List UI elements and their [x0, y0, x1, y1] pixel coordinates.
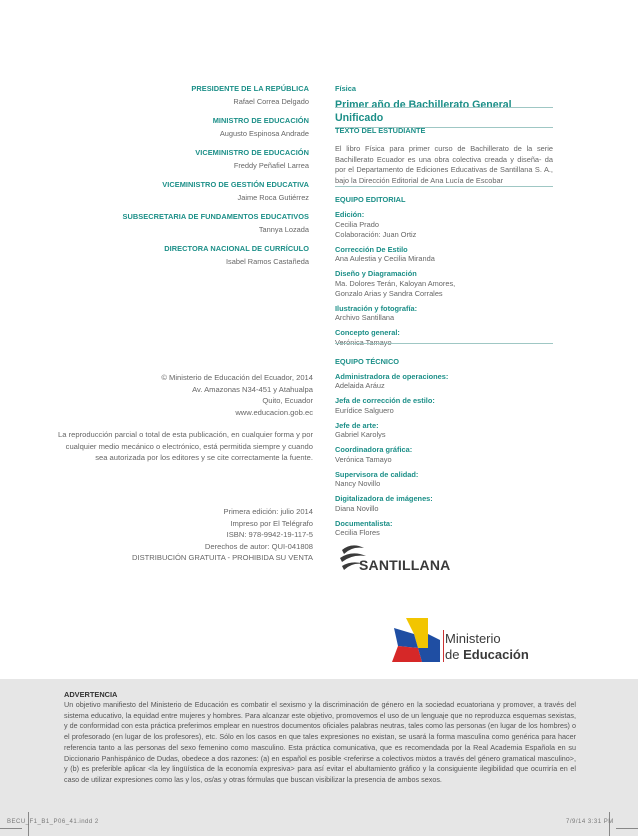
publisher-website: www.educacion.gob.ec — [235, 407, 313, 417]
credit-role: SUBSECRETARIA DE FUNDAMENTOS EDUCATIVOS — [122, 212, 309, 221]
logo-divider — [443, 630, 444, 662]
item-value: Ma. Dolores Terán, Kaloyan Amores, — [335, 278, 456, 288]
divider — [335, 127, 553, 128]
technical-item — [335, 519, 553, 539]
ministerio-wordmark-line1: Ministerio — [445, 631, 501, 646]
item-label: Documentalista: — [335, 518, 393, 528]
divider — [335, 107, 553, 108]
edition-line: Derechos de autor: QUI-041808 — [204, 541, 313, 551]
item-label: Ilustración y fotografía: — [335, 303, 418, 313]
warning-title: ADVERTENCIA — [64, 690, 118, 699]
edition-line: Impreso por El Telégrafo — [230, 518, 313, 528]
item-value: Verónica Tamayo — [335, 337, 392, 347]
item-value: Colaboración: Juan Ortiz — [335, 229, 417, 239]
edition-info — [13, 506, 313, 564]
rights-notice — [36, 429, 313, 464]
editorial-item — [335, 328, 553, 348]
date-slug: 7/9/14 3:31 PM — [566, 819, 614, 825]
editorial-heading: EQUIPO EDITORIAL — [335, 195, 406, 204]
ministerio-wordmark-line2 — [445, 647, 529, 662]
technical-item — [335, 396, 553, 416]
item-value: Ana Aulestia y Cecilia Miranda — [335, 254, 435, 263]
rights-line: cualquier medio mecánico o electrónico, está permitida siempre y cuando — [65, 441, 313, 451]
crop-mark — [0, 828, 22, 829]
item-value: Gonzalo Arias y Sandra Corrales — [335, 288, 443, 298]
technical-item — [335, 470, 553, 490]
credit-role: PRESIDENTE DE LA REPÚBLICA — [191, 84, 309, 93]
editorial-item — [335, 245, 553, 265]
item-value: Cecilia Prado — [335, 219, 379, 229]
rights-line: La reproducción parcial o total de esta publicación, en cualquier forma y por — [58, 430, 313, 439]
item-label: Corrección De Estilo — [335, 244, 408, 254]
ministerio-word-educacion: Educación — [463, 647, 529, 662]
item-value: Archivo Santillana — [335, 313, 395, 322]
credit-role: MINISTRO DE EDUCACIÓN — [212, 116, 309, 125]
credit-entry — [9, 212, 309, 235]
technical-item — [335, 421, 553, 441]
technical-item — [335, 372, 553, 392]
credit-role: VICEMINISTRO DE GESTIÓN EDUCATIVA — [162, 180, 309, 189]
credit-entry — [9, 84, 309, 107]
divider — [335, 343, 553, 344]
item-label: Coordinadora gráfica: — [335, 445, 413, 454]
credit-person: Tannya Lozada — [258, 225, 309, 234]
credit-person: Freddy Peñafiel Larrea — [233, 161, 309, 170]
book-subtitle: TEXTO DEL ESTUDIANTE — [335, 126, 426, 135]
credits-list — [9, 84, 309, 276]
editorial-item — [335, 210, 553, 240]
rights-line: sea autorizada por los editores y se cite correctamente la fuente. — [95, 453, 313, 462]
book-description: El libro Física para primer curso de Bachillerato de la serie Bachillerato Ecuador es una obra colectiva creada y diseña- da por el Departamento de Ediciones Educativas de Santillana S. A., bajo la Dirección Editorial de Ana Lucía de Escobar — [335, 144, 553, 185]
divider — [335, 186, 553, 187]
credit-entry — [9, 244, 309, 267]
credit-person: Isabel Ramos Castañeda — [226, 257, 309, 266]
editorial-item — [335, 304, 553, 324]
technical-item — [335, 494, 553, 514]
edition-line: ISBN: 978-9942-19-117-5 — [226, 530, 313, 539]
santillana-wordmark: SANTILLANA — [359, 557, 451, 573]
item-value: Gabriel Karolys — [335, 430, 386, 439]
crop-mark — [616, 828, 638, 829]
credit-person: Jaime Roca Gutiérrez — [237, 193, 309, 202]
ministerio-logo-icon — [388, 618, 440, 662]
item-label: Diseño y Diagramación — [335, 269, 417, 278]
item-label: Digitalizadora de imágenes: — [335, 494, 433, 503]
publisher-line: Av. Amazonas N34-451 y Atahualpa — [192, 384, 313, 394]
item-label: Concepto general: — [335, 328, 400, 337]
book-credits-column — [335, 84, 553, 538]
item-label: Edición: — [335, 210, 365, 219]
credit-entry — [9, 148, 309, 171]
item-value: Verónica Tamayo — [335, 454, 392, 464]
item-label: Supervisora de calidad: — [335, 469, 419, 479]
publisher-info — [13, 372, 313, 418]
publisher-line: Quito, Ecuador — [262, 396, 313, 405]
item-value: Nancy Novillo — [335, 479, 381, 488]
edition-line: Primera edición: julio 2014 — [223, 507, 313, 516]
credit-role: VICEMINISTRO DE EDUCACIÓN — [195, 148, 309, 157]
warning-text: Un objetivo manifiesto del Ministerio de Educación es combatir el sexismo y la discriminación de género en la sociedad ecuatoriana y promover, a través del sistema educativo, la equidad entre mujeres y hombres. Para alcanzar este objetivo, promovemos el uso de un lenguaje que no reproduzca esquemas sexistas, y de conformidad con esta práctica preferimos emplear en nuestros documentos oficiales palabras neutras, tales como las personas (en lugar de los hombres) o el profesorado (en lugar de los profesores), etc. Sólo en los casos en que tales expresiones no existan, se usará la forma masculina como genérica para hacer referencia tanto a las personas del sexo femenino como masculino. Esta práctica comunicativa, que es recomendada por la Real Academia Española en su Diccionario Panhispánico de Dudas, obedece a dos razones: (a) en español es posible <referirse a colectivos mixtos a través del género gramatical masculino>, y (b) es preferible aplicar <la ley lingüística de la economía expresiva> para así evitar el abultamiento gráfico y la consiguiente ilegibilidad que ocurriría en el caso de utilizar expresiones como las y los, os/as y otras fórmulas que buscan visibilizar la presencia de ambos sexos. — [64, 700, 576, 784]
credit-person: Rafael Correa Delgado — [233, 97, 309, 106]
item-label: Jefa de corrección de estilo: — [335, 396, 435, 405]
ministerio-word-de: de — [445, 647, 464, 662]
item-value: Adelaida Aráuz — [335, 381, 385, 390]
item-value: Diana Novillo — [335, 503, 379, 513]
technical-item — [335, 445, 553, 465]
item-label: Administradora de operaciones: — [335, 371, 449, 381]
technical-heading: EQUIPO TÉCNICO — [335, 356, 400, 366]
credit-role: DIRECTORA NACIONAL DE CURRÍCULO — [164, 244, 309, 253]
credit-entry — [9, 116, 309, 139]
file-slug: BECU_F1_B1_P06_41.indd 2 — [7, 819, 99, 825]
edition-line: DISTRIBUCIÓN GRATUITA - PROHIBIDA SU VENTA — [131, 553, 313, 562]
item-value: Eurídice Salguero — [335, 405, 394, 415]
publisher-line: © Ministerio de Educación del Ecuador, 2014 — [161, 373, 313, 382]
book-title: Primer año de Bachillerato General Unificado — [335, 99, 512, 124]
credit-person: Augusto Espinosa Andrade — [219, 129, 309, 138]
editorial-item — [335, 269, 553, 299]
book-subject: Física — [335, 84, 356, 93]
item-value: Cecilia Flores — [335, 528, 380, 537]
credit-entry — [9, 180, 309, 203]
item-label: Jefe de arte: — [335, 420, 379, 430]
